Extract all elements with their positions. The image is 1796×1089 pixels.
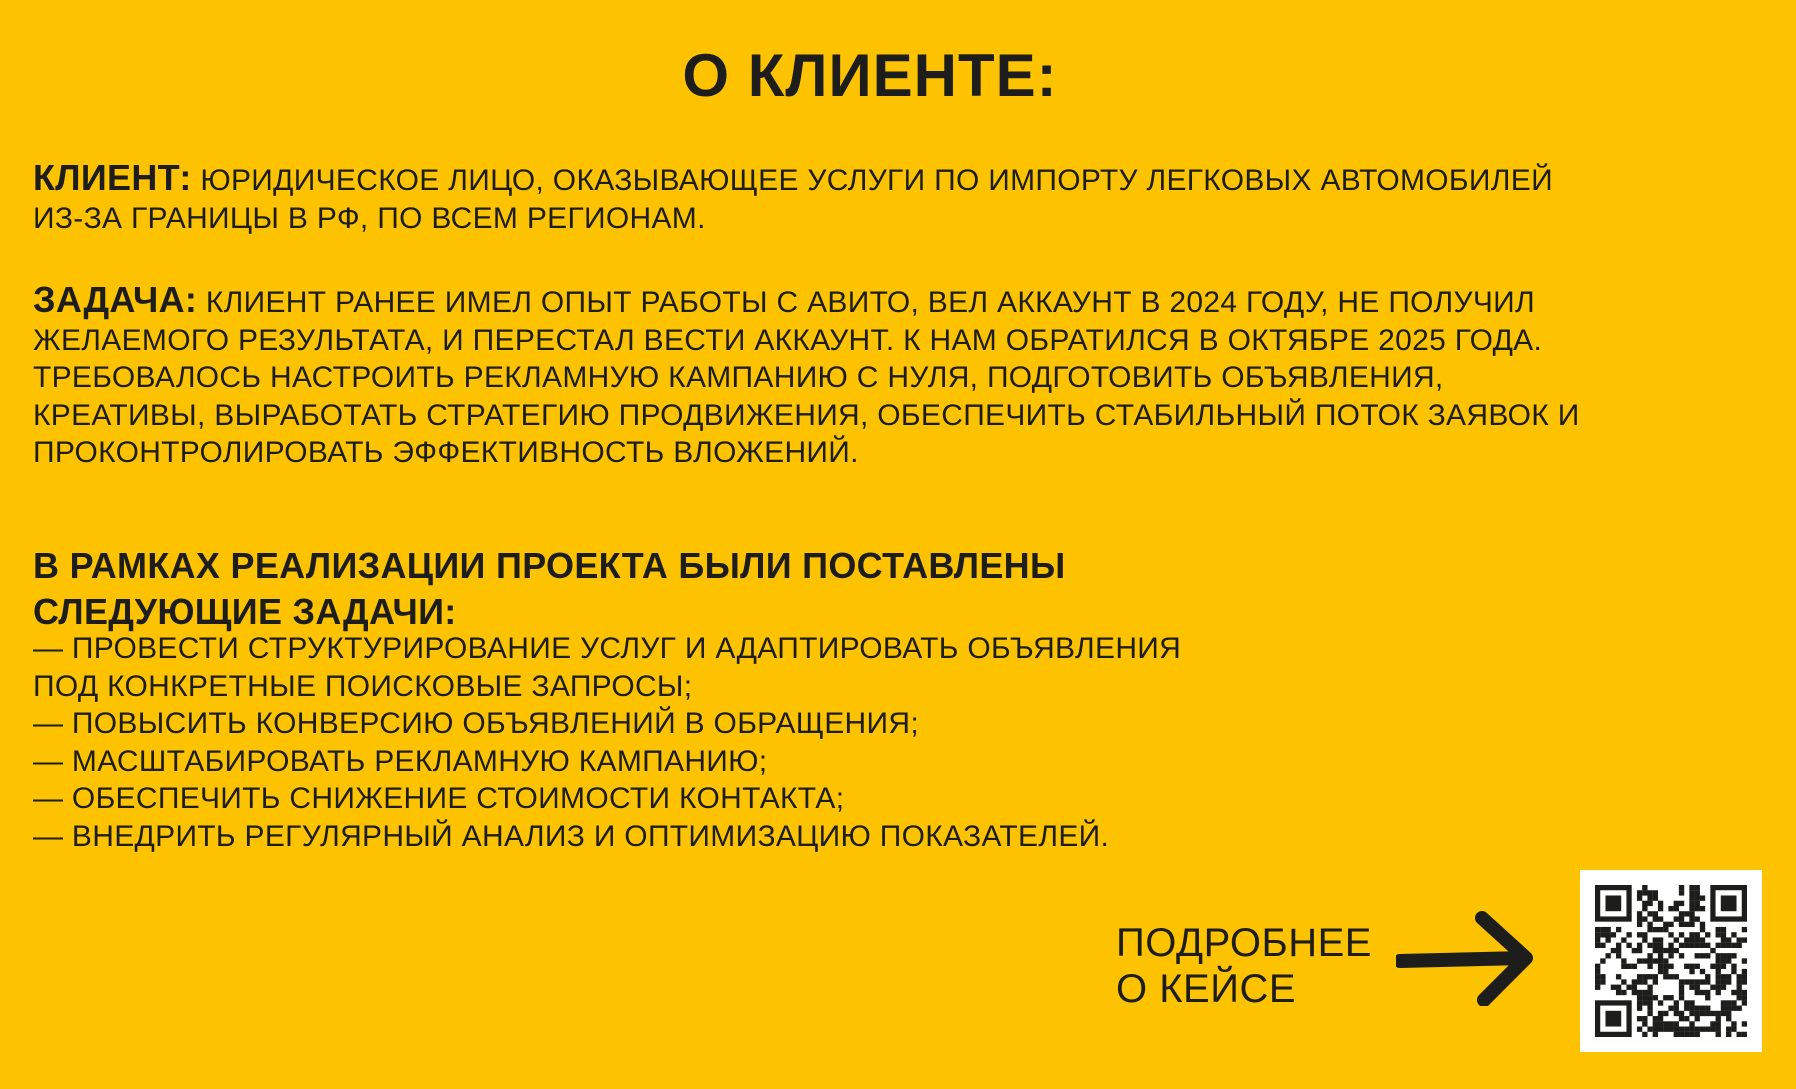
goals-list xyxy=(33,630,1181,855)
more-about-case-link[interactable]: ПОДРОБНЕЕ О КЕЙСЕ xyxy=(1116,921,1372,1011)
goal-item: — ВНЕДРИТЬ РЕГУЛЯРНЫЙ АНАЛИЗ И ОПТИМИЗАЦИЮ ПОКАЗАТЕЛЕЙ. xyxy=(33,819,1110,853)
client-section xyxy=(33,159,1593,237)
goal-item: — ПОВЫСИТЬ КОНВЕРСИЮ ОБЪЯВЛЕНИЙ В ОБРАЩЕНИЯ; xyxy=(33,707,919,740)
qr-code-icon xyxy=(1595,885,1747,1037)
task-label: ЗАДАЧА: xyxy=(33,279,198,320)
goals-heading: В РАМКАХ РЕАЛИЗАЦИИ ПРОЕКТА БЫЛИ ПОСТАВЛЕНЫ СЛЕДУЮЩИЕ ЗАДАЧИ: xyxy=(33,545,1066,632)
goal-item: — ОБЕСПЕЧИТЬ СНИЖЕНИЕ СТОИМОСТИ КОНТАКТА; xyxy=(33,782,845,815)
goal-item: — ПРОВЕСТИ СТРУКТУРИРОВАНИЕ УСЛУГ И АДАПТИРОВАТЬ ОБЪЯВЛЕНИЯ ПОД КОНКРЕТНЫЕ ПОИСКОВЫЕ ЗАПРОСЫ; xyxy=(33,632,1182,703)
arrow-right-icon xyxy=(1396,906,1536,1006)
task-text: КЛИЕНТ РАНЕЕ ИМЕЛ ОПЫТ РАБОТЫ С АВИТО, ВЕЛ АККАУНТ В 2024 ГОДУ, НЕ ПОЛУЧИЛ ЖЕЛАЕМОГО РЕЗУЛЬТАТА, И ПЕРЕСТАЛ ВЕСТИ АККАУНТ. К НАМ ОБРАТИЛСЯ В ОКТЯБРЕ 2025 ГОДА. ТРЕБОВАЛОСЬ НАСТРОИТЬ РЕКЛАМНУЮ КАМПАНИЮ С НУЛЯ, ПОДГОТОВИТЬ ОБЪЯВЛЕНИЯ, КРЕАТИВЫ, ВЫРАБОТАТЬ СТРАТЕГИЮ ПРОДВИЖЕНИЯ, ОБЕСПЕЧИТЬ СТАБИЛЬНЫЙ ПОТОК ЗАЯВОК И ПРОКОНТРОЛИРОВАТЬ ЭФФЕКТИВНОСТЬ ВЛОЖЕНИЙ. xyxy=(33,286,1580,469)
client-label: КЛИЕНТ: xyxy=(33,157,192,198)
task-section xyxy=(33,281,1593,472)
qr-code[interactable] xyxy=(1580,870,1762,1052)
page-title: О КЛИЕНТЕ: xyxy=(682,42,1058,109)
client-text: ЮРИДИЧЕСКОЕ ЛИЦО, ОКАЗЫВАЮЩЕЕ УСЛУГИ ПО ИМПОРТУ ЛЕГКОВЫХ АВТОМОБИЛЕЙ ИЗ-ЗА ГРАНИЦЫ В РФ, ПО ВСЕМ РЕГИОНАМ. xyxy=(33,164,1553,235)
goal-item: — МАСШТАБИРОВАТЬ РЕКЛАМНУЮ КАМПАНИЮ; xyxy=(33,744,768,778)
